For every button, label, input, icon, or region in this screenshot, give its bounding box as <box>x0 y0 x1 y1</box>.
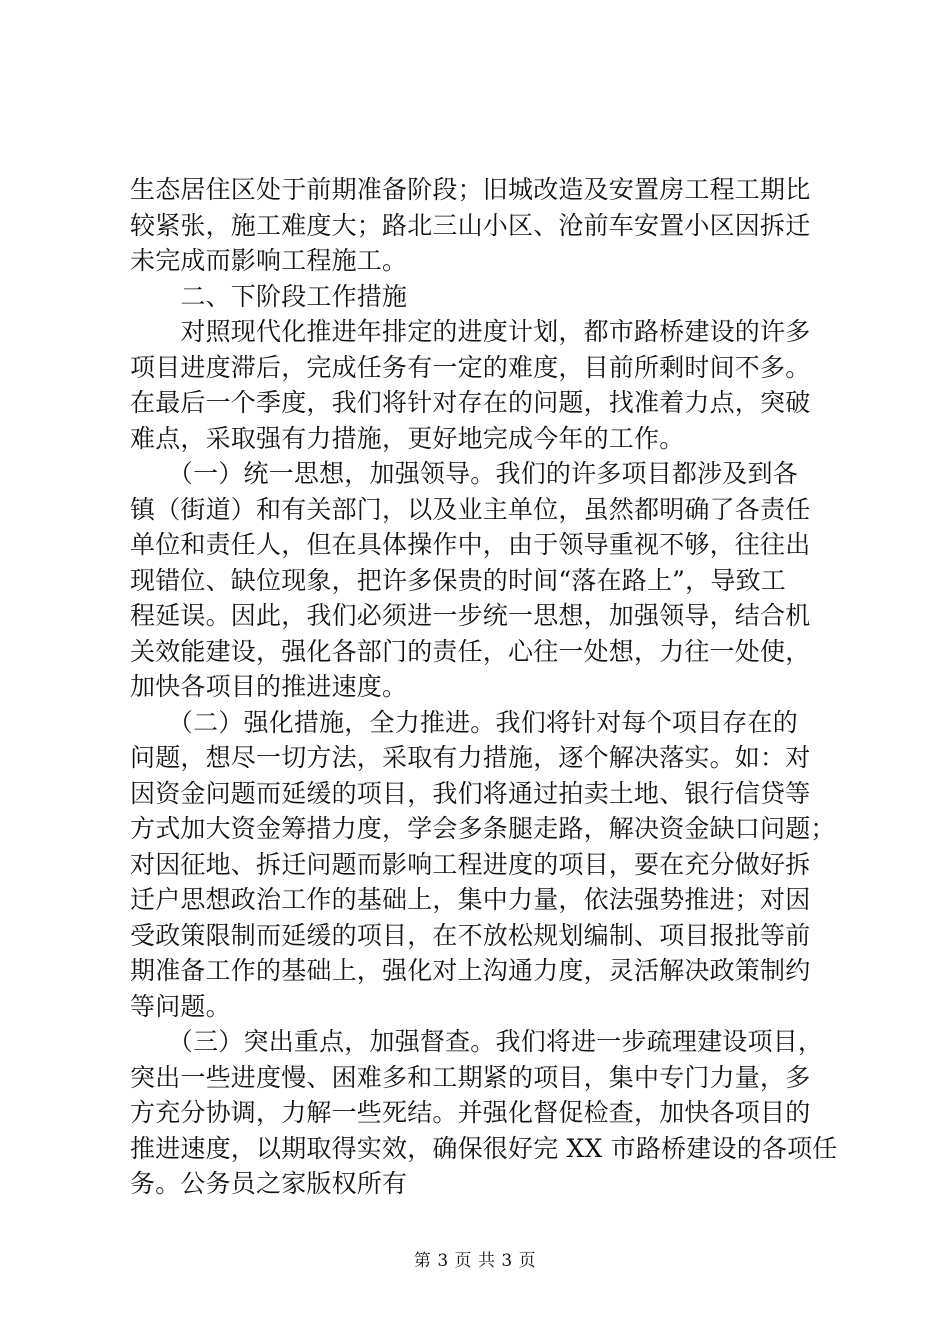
text-line: 方充分协调，力解一些死结。并强化督促检查，加快各项目的 <box>130 1098 811 1127</box>
text-line: 关效能建设，强化各部门的责任，心往一处想，力往一处使， <box>130 636 811 666</box>
text-line: 程延误。因此，我们必须进一步统一思想，加强领导，结合机 <box>130 601 811 630</box>
text-line: 等问题。 <box>130 991 231 1021</box>
text-line: （一）统一思想，加强领导。我们的许多项目都涉及到各 <box>130 459 798 488</box>
text-line: 镇（街道）和有关部门，以及业主单位，虽然都明确了各责任 <box>130 494 811 524</box>
document-body <box>130 172 838 1202</box>
text-line: 单位和责任人，但在具体操作中，由于领导重视不够，往往出 <box>130 530 811 559</box>
text-line: 突出一些进度慢、困难多和工期紧的项目，集中专门力量，多 <box>130 1062 811 1092</box>
text-line: 问题，想尽一切方法，采取有力措施，逐个解决落实。如：对 <box>130 743 811 772</box>
text-line: 推进速度，以期取得实效，确保很好完 XX 市路桥建设的各项任 <box>130 1133 838 1163</box>
text-line: 迁户思想政治工作的基础上，集中力量，依法强势推进；对因 <box>130 885 811 914</box>
text-line: 期准备工作的基础上，强化对上沟通力度，灵活解决政策制约 <box>130 956 811 985</box>
text-line: 生态居住区处于前期准备阶段；旧城改造及安置房工程工期比 <box>130 175 811 204</box>
text-line: 在最后一个季度，我们将针对存在的问题，找准着力点，突破 <box>130 388 811 417</box>
text-line: 务。公务员之家版权所有 <box>130 1169 408 1198</box>
text-line: 较紧张，施工难度大；路北三山小区、沧前车安置小区因拆迁 <box>130 210 811 240</box>
text-line: 加快各项目的推进速度。 <box>130 672 408 701</box>
text-line: 因资金问题而延缓的项目，我们将通过拍卖土地、银行信贷等 <box>130 778 811 808</box>
text-line: 现错位、缺位现象，把许多保贵的时间“落在路上”，导致工 <box>130 565 786 595</box>
section-heading: 二、下阶段工作措施 <box>130 281 408 311</box>
text-line: 未完成而影响工程施工。 <box>130 246 408 275</box>
text-line: 难点，采取强有力措施，更好地完成今年的工作。 <box>130 423 685 453</box>
text-line: （三）突出重点，加强督查。我们将进一步疏理建设项目， <box>130 1027 824 1056</box>
text-line: 方式加大资金筹措力度，学会多条腿走路，解决资金缺口问题； <box>130 814 836 843</box>
text-line: （二）强化措施，全力推进。我们将针对每个项目存在的 <box>130 707 798 737</box>
text-line: 对照现代化推进年排定的进度计划，都市路桥建设的许多 <box>130 317 811 346</box>
text-line: 项目进度滞后，完成任务有一定的难度，目前所剩时间不多。 <box>130 352 811 382</box>
page-footer: 第 3 页 共 3 页 <box>413 1251 537 1271</box>
text-line: 对因征地、拆迁问题而影响工程进度的项目，要在充分做好拆 <box>130 849 811 879</box>
text-line: 受政策限制而延缓的项目，在不放松规划编制、项目报批等前 <box>130 920 811 950</box>
